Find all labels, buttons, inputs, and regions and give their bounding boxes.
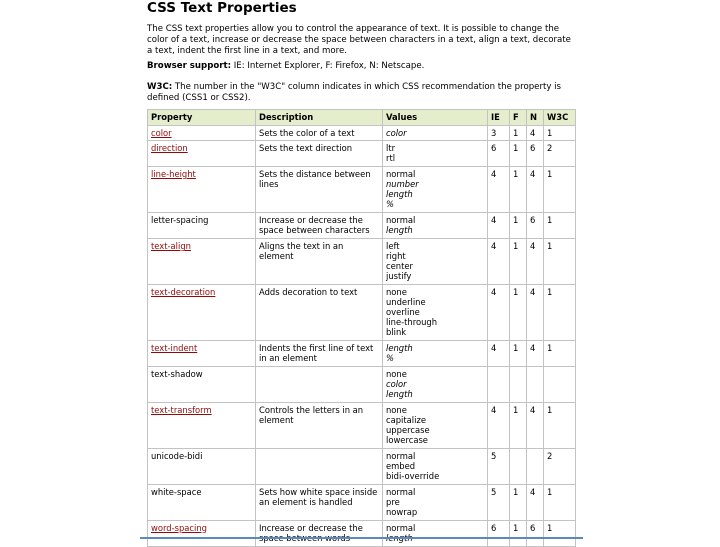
property-cell xyxy=(148,126,256,141)
value-text: none xyxy=(386,287,407,298)
property-link[interactable]: text-transform xyxy=(151,404,212,415)
value-text: none xyxy=(386,368,407,379)
w3c-paragraph xyxy=(147,82,575,104)
value-item xyxy=(386,497,485,507)
value-item xyxy=(386,405,485,415)
w3c-cell: 2 xyxy=(544,141,576,167)
header-ie: IE xyxy=(488,110,510,126)
description-cell: Indents the first line of text in an element xyxy=(256,340,383,366)
property-name: letter-spacing xyxy=(151,215,209,226)
value-text: nowrap xyxy=(386,506,418,517)
value-item xyxy=(386,179,485,189)
table-row xyxy=(148,141,576,167)
description-cell: Adds decoration to text xyxy=(256,285,383,340)
n-cell: 4 xyxy=(527,239,544,285)
property-cell xyxy=(148,520,256,546)
value-text: overline xyxy=(386,307,420,318)
values-cell xyxy=(383,402,488,448)
n-cell: 4 xyxy=(527,126,544,141)
value-text: capitalize xyxy=(386,414,426,425)
header-w3c: W3C xyxy=(544,110,576,126)
description-cell: Sets how white space inside an element is handled xyxy=(256,484,383,520)
value-item xyxy=(386,261,485,271)
values-cell xyxy=(383,484,488,520)
description-cell xyxy=(256,366,383,402)
value-item xyxy=(386,189,485,199)
n-cell xyxy=(527,448,544,484)
property-link[interactable]: word-spacing xyxy=(151,522,207,533)
value-item xyxy=(386,343,485,353)
table-row xyxy=(148,340,576,366)
table-header-row xyxy=(148,110,576,126)
header-n: N xyxy=(527,110,544,126)
description-cell: Aligns the text in an element xyxy=(256,239,383,285)
description-cell: Sets the distance between lines xyxy=(256,167,383,213)
n-cell: 4 xyxy=(527,167,544,213)
w3c-cell: 2 xyxy=(544,448,576,484)
w3c-cell: 1 xyxy=(544,239,576,285)
value-text: none xyxy=(386,404,407,415)
value-text: center xyxy=(386,261,413,272)
ie-cell: 5 xyxy=(488,448,510,484)
values-cell xyxy=(383,167,488,213)
ie-cell: 5 xyxy=(488,484,510,520)
property-cell xyxy=(148,402,256,448)
w3c-cell: 1 xyxy=(544,484,576,520)
table-row xyxy=(148,520,576,546)
f-cell: 1 xyxy=(510,126,527,141)
value-text: number xyxy=(386,179,419,190)
bottom-rule xyxy=(140,537,583,539)
value-text: normal xyxy=(386,522,416,533)
f-cell: 1 xyxy=(510,340,527,366)
f-cell: 1 xyxy=(510,484,527,520)
value-item xyxy=(386,251,485,261)
value-text: color xyxy=(386,128,407,138)
value-item xyxy=(386,487,485,497)
value-text: ltr xyxy=(386,143,396,154)
ie-cell: 4 xyxy=(488,239,510,285)
property-link[interactable]: line-height xyxy=(151,169,196,180)
value-item xyxy=(386,471,485,481)
property-link[interactable]: direction xyxy=(151,143,188,154)
value-item xyxy=(386,143,485,153)
ie-cell: 6 xyxy=(488,520,510,546)
w3c-cell xyxy=(544,366,576,402)
w3c-text: The number in the "W3C" column indicates in which CSS recommendation the property is defined (CSS1 or CSS2). xyxy=(147,82,562,103)
description-cell: Controls the letters in an element xyxy=(256,402,383,448)
w3c-cell: 1 xyxy=(544,402,576,448)
property-cell xyxy=(148,141,256,167)
w3c-cell: 1 xyxy=(544,213,576,239)
n-cell: 6 xyxy=(527,520,544,546)
w3c-label: W3C: xyxy=(147,82,173,92)
value-text: length xyxy=(386,388,413,399)
value-item xyxy=(386,287,485,297)
header-f: F xyxy=(510,110,527,126)
value-text: length xyxy=(386,342,413,353)
value-text: uppercase xyxy=(386,424,430,435)
f-cell: 1 xyxy=(510,167,527,213)
values-cell xyxy=(383,366,488,402)
f-cell: 1 xyxy=(510,402,527,448)
property-cell xyxy=(148,167,256,213)
n-cell: 4 xyxy=(527,402,544,448)
ie-cell: 3 xyxy=(488,126,510,141)
value-item xyxy=(386,153,485,163)
table-row xyxy=(148,366,576,402)
description-cell: Increase or decrease the xyxy=(256,520,383,546)
description-cell: Increase or decrease the space between characters xyxy=(256,213,383,239)
value-item xyxy=(386,379,485,389)
value-item xyxy=(386,425,485,435)
value-item xyxy=(386,507,485,517)
property-cell xyxy=(148,285,256,340)
description-cell: Sets the text direction xyxy=(256,141,383,167)
values-cell xyxy=(383,213,488,239)
f-cell: 1 xyxy=(510,285,527,340)
value-text: line-through xyxy=(386,317,438,328)
value-item xyxy=(386,353,485,363)
page-title: CSS Text Properties xyxy=(147,0,297,16)
w3c-cell: 1 xyxy=(544,126,576,141)
ie-cell: 4 xyxy=(488,213,510,239)
value-item xyxy=(386,225,485,235)
value-text: embed xyxy=(386,460,416,471)
value-text: pre xyxy=(386,496,400,507)
ie-cell: 4 xyxy=(488,167,510,213)
table-row xyxy=(148,285,576,340)
value-item xyxy=(386,317,485,327)
values-cell xyxy=(383,126,488,141)
header-values: Values xyxy=(383,110,488,126)
description-cell xyxy=(256,448,383,484)
n-cell: 4 xyxy=(527,285,544,340)
table-row xyxy=(148,167,576,213)
header-description: Description xyxy=(256,110,383,126)
n-cell: 6 xyxy=(527,213,544,239)
values-cell xyxy=(383,141,488,167)
value-text: % xyxy=(386,352,394,363)
ie-cell xyxy=(488,366,510,402)
value-item xyxy=(386,199,485,209)
value-item xyxy=(386,327,485,337)
w3c-cell: 1 xyxy=(544,340,576,366)
value-text: justify xyxy=(386,271,412,282)
f-cell: 1 xyxy=(510,239,527,285)
value-text: length xyxy=(386,225,413,236)
ie-cell: 4 xyxy=(488,402,510,448)
intro-paragraph: The CSS text properties allow you to control the appearance of text. It is possible to change the color of a text, increase or decrease the space between characters in a text, align a text, decorate a text, indent the first line in a text, and more. xyxy=(147,24,571,56)
property-name: unicode-bidi xyxy=(151,450,203,461)
value-item xyxy=(386,271,485,281)
value-item xyxy=(386,461,485,471)
ie-cell: 4 xyxy=(488,340,510,366)
f-cell xyxy=(510,448,527,484)
value-item xyxy=(386,241,485,251)
property-link[interactable]: text-align xyxy=(151,241,191,252)
value-item xyxy=(386,451,485,461)
property-name: white-space xyxy=(151,486,202,497)
values-cell xyxy=(383,520,488,546)
value-item xyxy=(386,523,485,533)
ie-cell: 6 xyxy=(488,141,510,167)
n-cell: 4 xyxy=(527,484,544,520)
property-cell xyxy=(148,448,256,484)
w3c-cell: 1 xyxy=(544,520,576,546)
value-text: bidi-override xyxy=(386,470,440,481)
property-link[interactable]: color xyxy=(151,128,172,138)
property-link[interactable]: text-indent xyxy=(151,342,198,353)
value-text: lowercase xyxy=(386,434,428,445)
value-item xyxy=(386,128,485,138)
description-cell: Sets the color of a text xyxy=(256,126,383,141)
values-cell xyxy=(383,239,488,285)
value-item xyxy=(386,415,485,425)
n-cell: 4 xyxy=(527,340,544,366)
value-text: color xyxy=(386,378,407,389)
w3c-cell: 1 xyxy=(544,285,576,340)
n-cell: 6 xyxy=(527,141,544,167)
f-cell: 1 xyxy=(510,520,527,546)
value-item xyxy=(386,369,485,379)
value-text: normal xyxy=(386,450,416,461)
value-text: normal xyxy=(386,486,416,497)
value-text: underline xyxy=(386,297,426,308)
value-text: normal xyxy=(386,169,416,180)
value-item xyxy=(386,169,485,179)
property-link[interactable]: text-decoration xyxy=(151,287,216,298)
support-label: Browser support: xyxy=(147,61,232,71)
value-item xyxy=(386,307,485,317)
value-item xyxy=(386,297,485,307)
property-cell xyxy=(148,340,256,366)
value-text: rtl xyxy=(386,153,396,164)
values-cell xyxy=(383,285,488,340)
value-text: left xyxy=(386,241,400,252)
property-cell xyxy=(148,239,256,285)
value-text: normal xyxy=(386,215,416,226)
property-cell xyxy=(148,484,256,520)
table-row xyxy=(148,402,576,448)
w3c-cell: 1 xyxy=(544,167,576,213)
browser-support-paragraph xyxy=(147,61,575,72)
property-cell xyxy=(148,366,256,402)
table-row xyxy=(148,484,576,520)
value-text: % xyxy=(386,199,394,210)
ie-cell: 4 xyxy=(488,285,510,340)
property-name: text-shadow xyxy=(151,368,203,379)
values-cell xyxy=(383,448,488,484)
value-item xyxy=(386,215,485,225)
f-cell: 1 xyxy=(510,213,527,239)
table-row xyxy=(148,239,576,285)
header-property: Property xyxy=(148,110,256,126)
f-cell xyxy=(510,366,527,402)
table-body xyxy=(148,126,576,547)
property-cell xyxy=(148,213,256,239)
value-text: length xyxy=(386,189,413,200)
table-row xyxy=(148,448,576,484)
value-text: right xyxy=(386,251,406,262)
value-item xyxy=(386,389,485,399)
value-text: blink xyxy=(386,327,407,338)
n-cell xyxy=(527,366,544,402)
table-row xyxy=(148,126,576,141)
support-text: IE: Internet Explorer, F: Firefox, N: Netscape. xyxy=(231,61,425,71)
properties-table xyxy=(147,109,576,547)
table-row xyxy=(148,213,576,239)
f-cell: 1 xyxy=(510,141,527,167)
value-item xyxy=(386,435,485,445)
values-cell xyxy=(383,340,488,366)
